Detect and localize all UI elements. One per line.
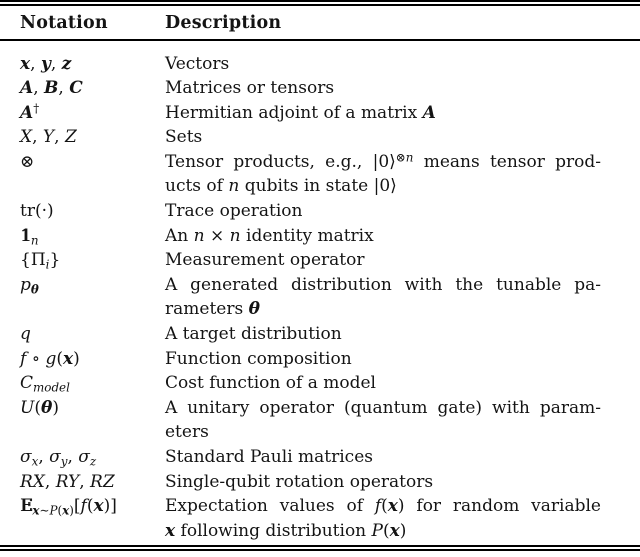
text-segment: eters	[165, 422, 209, 443]
text-segment: Vectors	[165, 53, 230, 74]
text-segment: x	[387, 496, 398, 517]
text-segment: tr(·)	[20, 201, 54, 222]
text-segment: )	[397, 496, 405, 517]
table-row	[0, 224, 640, 249]
text-segment: f	[20, 348, 27, 369]
description-line	[165, 297, 601, 322]
text-segment: ,	[44, 471, 56, 492]
text-segment: i	[45, 257, 50, 272]
text-segment: z	[89, 454, 97, 469]
notation-cell	[20, 199, 165, 224]
text-segment: Standard Pauli matrices	[165, 447, 373, 467]
text-segment: (	[56, 348, 63, 369]
text-segment: x	[20, 53, 31, 74]
description-line	[165, 347, 601, 372]
text-segment: Matrices or tensors	[165, 78, 335, 99]
table-body	[0, 41, 640, 545]
text-segment: }	[49, 250, 61, 271]
text-segment: B	[44, 78, 59, 99]
text-segment: ∘	[26, 348, 46, 369]
table-header	[0, 6, 640, 39]
text-segment: ,	[50, 53, 62, 74]
text-segment: means tensor prod-	[413, 151, 601, 172]
text-segment: n	[229, 225, 241, 246]
description-line	[165, 519, 601, 544]
text-segment: Trace operation	[165, 201, 303, 222]
text-segment: n	[30, 233, 39, 248]
text-segment: C	[20, 373, 34, 394]
text-segment: ×	[204, 225, 230, 246]
table-row	[0, 445, 640, 470]
text-segment: f	[374, 496, 382, 517]
description-line	[165, 199, 601, 224]
text-segment: (	[57, 503, 63, 518]
notation-cell	[20, 76, 165, 101]
text-segment: )	[52, 397, 59, 418]
table-row	[0, 52, 640, 77]
text-segment: Y	[42, 127, 55, 148]
notation-cell	[20, 322, 165, 347]
text-segment: qubits in state	[239, 176, 374, 197]
text-segment: p	[20, 274, 31, 295]
description-cell	[165, 150, 601, 199]
text-segment: ]	[110, 496, 117, 517]
notation-cell	[20, 248, 165, 273]
table-row	[0, 494, 640, 543]
text-segment: (	[34, 397, 41, 418]
text-segment: A unitary operator (quantum gate) with param-	[165, 397, 601, 418]
description-cell	[165, 445, 601, 470]
text-segment: f	[80, 496, 87, 517]
notation-cell	[20, 224, 165, 249]
text-segment: n	[405, 150, 414, 165]
table-row	[0, 396, 640, 445]
text-segment: U	[20, 397, 35, 418]
notation-cell	[20, 52, 165, 77]
notation-cell	[20, 445, 165, 470]
text-segment: x	[62, 503, 70, 518]
text-segment: ,	[38, 447, 50, 467]
text-segment: Hermitian adjoint of a matrix	[165, 102, 423, 123]
description-line	[165, 101, 601, 126]
text-segment: ,	[32, 127, 43, 148]
text-segment: An	[165, 225, 194, 246]
description-cell	[165, 52, 601, 77]
text-segment: x	[31, 454, 39, 469]
text-segment: A	[422, 102, 436, 123]
description-cell	[165, 199, 601, 224]
table-row	[0, 248, 640, 273]
text-segment: )	[69, 503, 74, 518]
text-segment: y	[60, 454, 68, 469]
text-segment: for random variable	[404, 496, 601, 517]
description-line	[165, 420, 601, 445]
text-segment: σ	[78, 447, 90, 467]
text-segment: RZ	[90, 471, 115, 492]
text-segment: )	[73, 348, 80, 369]
text-segment: [	[73, 496, 81, 517]
text-segment: Function composition	[165, 348, 352, 369]
table-row	[0, 150, 640, 199]
table-row	[0, 101, 640, 126]
description-line	[165, 224, 601, 249]
table-row	[0, 125, 640, 150]
table-row	[0, 322, 640, 347]
table-row	[0, 347, 640, 372]
text-segment: x	[389, 520, 400, 541]
description-cell	[165, 248, 601, 273]
description-line	[165, 445, 601, 470]
text-segment: A	[20, 78, 34, 99]
description-line	[165, 470, 601, 495]
description-cell	[165, 347, 601, 372]
text-segment: ∼	[39, 503, 50, 518]
text-segment: )	[103, 496, 111, 517]
text-segment: P	[49, 503, 58, 518]
text-segment: 1	[20, 225, 31, 246]
text-segment: |0⟩	[372, 151, 396, 172]
table-row	[0, 371, 640, 396]
notation-cell	[20, 470, 165, 495]
description-cell	[165, 470, 601, 495]
description-cell	[165, 371, 601, 396]
description-line	[165, 494, 601, 519]
description-cell	[165, 224, 601, 249]
table-row	[0, 199, 640, 224]
description-cell	[165, 494, 601, 543]
text-segment: rameters	[165, 299, 249, 320]
text-segment: |0⟩	[373, 176, 397, 197]
text-segment: )	[399, 520, 407, 541]
description-cell	[165, 396, 601, 445]
text-segment: x	[93, 496, 104, 517]
description-line	[165, 150, 601, 175]
table-row	[0, 76, 640, 101]
text-segment: ,	[33, 78, 45, 99]
description-cell	[165, 322, 601, 347]
text-segment: ucts of	[165, 176, 229, 197]
text-segment: g	[45, 348, 57, 369]
bottom-rule-outer	[0, 549, 640, 551]
text-segment: (	[381, 496, 388, 517]
text-segment: Measurement operator	[165, 250, 365, 271]
text-segment: RY	[55, 471, 80, 492]
description-line	[165, 371, 601, 396]
text-segment: model	[33, 380, 70, 395]
text-segment: Sets	[165, 127, 203, 148]
text-segment: Expectation values of	[165, 496, 375, 517]
text-segment: x	[32, 503, 40, 518]
text-segment: n	[228, 176, 240, 197]
text-segment: q	[20, 324, 31, 345]
text-segment: X	[20, 127, 33, 148]
text-segment: ,	[54, 127, 65, 148]
text-segment: ⊗	[20, 151, 35, 172]
text-segment: z	[61, 53, 72, 74]
text-segment: ,	[79, 471, 91, 492]
text-segment: Z	[64, 127, 77, 148]
text-segment: identity matrix	[240, 225, 374, 246]
text-segment: Tensor products, e.g.,	[165, 151, 373, 172]
text-segment: σ	[20, 447, 32, 467]
text-segment: (	[382, 520, 390, 541]
text-segment: (	[86, 496, 94, 517]
text-segment: A target distribution	[165, 324, 342, 345]
text-segment: θ	[40, 397, 53, 418]
text-segment: y	[40, 53, 51, 74]
header-notation: Notation	[20, 12, 108, 33]
description-cell	[165, 76, 601, 101]
text-segment: ⊗	[395, 150, 406, 165]
notation-cell	[20, 396, 165, 421]
table-row	[0, 470, 640, 495]
text-segment: ,	[67, 447, 79, 467]
text-segment: A generated distribution with the tunable pa-	[165, 274, 601, 295]
text-segment: P	[371, 520, 383, 541]
description-line	[165, 174, 601, 199]
description-line	[165, 322, 601, 347]
header-description: Description	[165, 12, 282, 33]
description-line	[165, 76, 601, 101]
text-segment: †	[33, 101, 40, 116]
text-segment: ,	[30, 53, 41, 74]
text-segment: ,	[58, 78, 70, 99]
text-segment: θ	[248, 299, 260, 320]
description-cell	[165, 125, 601, 150]
text-segment: E	[20, 496, 33, 517]
text-segment: Π	[30, 250, 46, 271]
notation-cell	[20, 371, 165, 396]
description-line	[165, 248, 601, 273]
description-cell	[165, 273, 601, 322]
text-segment: x	[165, 520, 176, 541]
text-segment: A	[20, 102, 34, 123]
notation-cell	[20, 494, 165, 519]
notation-cell	[20, 101, 165, 126]
description-line	[165, 396, 601, 421]
notation-cell	[20, 273, 165, 298]
notation-cell	[20, 150, 165, 175]
notation-cell	[20, 347, 165, 372]
text-segment: x	[62, 348, 74, 369]
text-segment: n	[193, 225, 205, 246]
text-segment: RX	[20, 471, 45, 492]
description-line	[165, 273, 601, 298]
text-segment: {	[20, 250, 31, 271]
text-segment: following distribution	[175, 520, 372, 541]
text-segment: σ	[49, 447, 61, 467]
text-segment: C	[69, 78, 83, 99]
text-segment: Cost function of a model	[165, 373, 376, 394]
description-line	[165, 125, 601, 150]
description-line	[165, 52, 601, 77]
description-cell	[165, 101, 601, 126]
text-segment: θ	[30, 282, 39, 297]
table-row	[0, 273, 640, 322]
notation-cell	[20, 125, 165, 150]
text-segment: Single-qubit rotation operators	[165, 471, 434, 492]
